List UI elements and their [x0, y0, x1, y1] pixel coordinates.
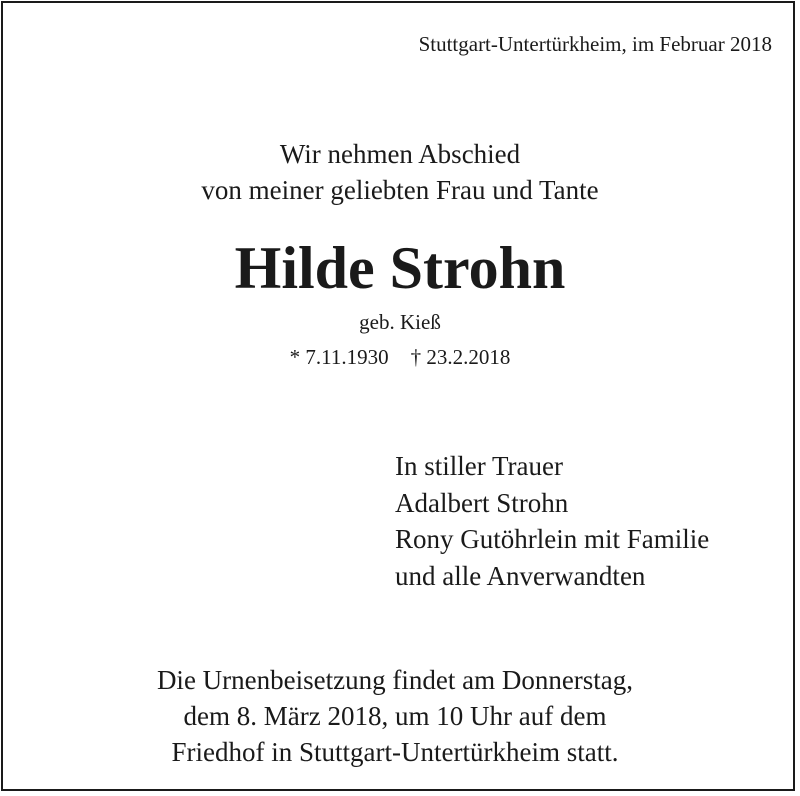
mourner-line: Adalbert Strohn — [395, 487, 569, 518]
intro-line-2: von meiner geliebten Frau und Tante — [201, 175, 599, 205]
life-dates — [0, 343, 800, 371]
funeral-line: Die Urnenbeisetzung findet am Donnerstag, — [156, 665, 634, 695]
maiden-name: geb. Kieß — [359, 310, 441, 334]
funeral-notice — [0, 662, 790, 770]
funeral-line: dem 8. März 2018, um 10 Uhr auf dem — [183, 701, 607, 731]
birth-date: * 7.11.1930 — [289, 345, 389, 369]
mourner-line: In stiller Trauer — [395, 451, 563, 481]
death-date: † 23.2.2018 — [410, 345, 511, 369]
place-date: Stuttgart-Untertürkheim, im Februar 2018 — [418, 32, 772, 56]
mourner-line: Rony Gutöhrlein mit Familie — [395, 524, 710, 554]
deceased-name: Hilde Strohn — [234, 235, 566, 301]
mourner-line: und alle Anverwandten — [395, 560, 646, 591]
mourners-list — [395, 448, 709, 594]
intro-line-1: Wir nehmen Abschied — [279, 139, 521, 169]
intro-text — [0, 136, 800, 208]
funeral-line: Friedhof in Stuttgart-Untertürkheim statt. — [171, 737, 619, 767]
